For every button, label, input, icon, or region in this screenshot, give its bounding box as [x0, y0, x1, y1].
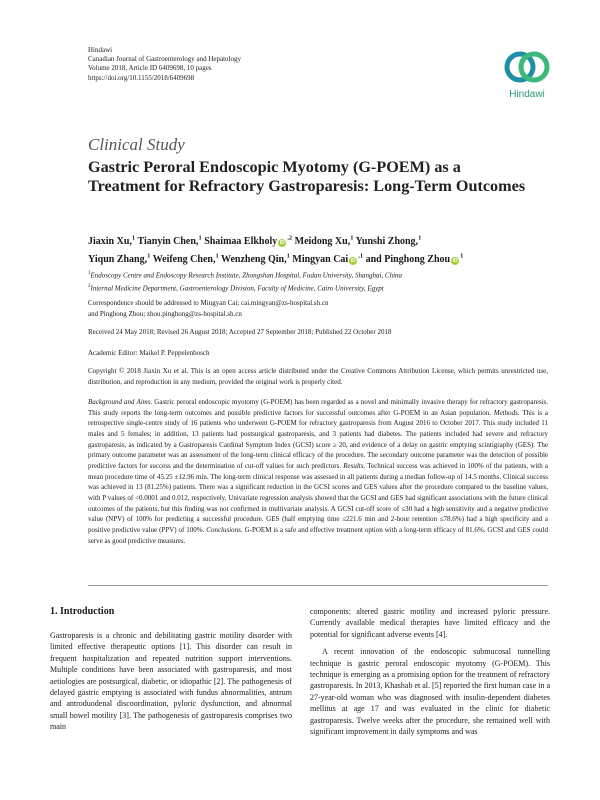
author-name: Jiaxin Xu,$^1$: [88, 235, 136, 248]
abstract-methods: This is a retrospective single-centre study of 16 patients who underwent G-POEM for refractory gastroparesis from August 2016 to October 2017. This study included 11 males and 5 females; in addition, 13 patients had postsurgical gastroparesis, and 3 patients had diabetes. The patients included had severe and refractory gastroparesis, as indicated by a Gastroparesis Cardinal Symptom Index (GCSI) score ≥ 20, and evidence of a delay on gastric emptying scintigraphy (GES). The primary outcome parameter was an assessment of the long-term clinical efficacy of the procedure. The secondary outcome parameter was the detection of possible predictive factors for success and the determination of cut-off values for such predictors.: [88, 408, 548, 470]
abstract-background-label: Background and Aims.: [88, 398, 153, 406]
author-name: and Pinghong Zhou $iD^1$: [365, 252, 464, 266]
author-name: Weifeng Chen,$^1$: [152, 252, 219, 266]
article-title: Gastric Peroral Endoscopic Myotomy (G-POEM) as a Treatment for Refractory Gastroparesis: Long-Term Outcomes: [88, 158, 526, 195]
author-name: Mingyan Cai $iD^{,1}$: [292, 252, 364, 266]
body-column-left: Gastroparesis is a chronic and debilitating gastric motility disorder with limited effective therapeutic options [1]. This disorder can result in frequent hospitalization and repeated nutrition support interventions. Multiple conditions have been associated with gastroparesis, and most aetiologies are postsurgical, diabetic, or idiopathic [2]. The pathogenesis of delayed gastric emptying is associated with fundus abnormalities, antrum and antroduodenal discoordination, pyloric dysfunction, and abnormal small bowel motility [3]. The pathogenesis of gastroparesis comprises two main: [50, 631, 292, 732]
affiliation-1: $^1$Endoscopy Centre and Endoscopy Research Institute, Zhongshan Hospital, Fudan University, Shanghai, China: [88, 271, 403, 280]
section-heading: 1. Introduction: [50, 606, 115, 617]
publisher-name: Hindawi: [88, 46, 113, 54]
volume-info: Volume 2018, Article ID 6409698, 10 pages: [88, 64, 212, 73]
logo-text: Hindawi: [509, 89, 545, 100]
doi-link[interactable]: https://doi.org/10.1155/2018/6409698: [88, 73, 195, 82]
correspondence-line-1: Correspondence should be addressed to Mingyan Cai; cai.mingyan@zs-hospital.sh.cn: [88, 299, 329, 307]
journal-header: [88, 46, 241, 83]
academic-editor: Academic Editor: Maikel P. Peppelenbosch: [88, 349, 210, 357]
abstract-conclusions-label: Conclusions.: [204, 525, 243, 534]
correspondence: [88, 298, 548, 320]
orcid-icon[interactable]: iD: [350, 258, 356, 265]
copyright-notice: Copyright © 2018 Jiaxin Xu et al. This is an open access article distributed under the Creative Commons Attribution License, which permits unrestricted use, distribution, and reproduction in any medium, provided the original work is properly cited.: [88, 367, 548, 386]
hindawi-logo-icon: [499, 46, 555, 88]
affiliation-2: $^2$Internal Medicine Department, Gastroenterology Division, Faculty of Medicine, Cairo University, Egypt: [88, 284, 384, 293]
author-name: Shaimaa Elkholy $iD^{,2}$: [204, 235, 293, 248]
author-name: Wenzheng Qin,$^1$: [221, 252, 290, 266]
article-type: Clinical Study: [88, 135, 185, 154]
author-name: Yunshi Zhong,$^1$: [355, 235, 422, 248]
abstract-background: Gastric peroral endoscopic myotomy (G-POEM) has been regarded as a novel and minimally invasive therapy for refractory gastroparesis. This study reports the long-term outcomes and possible predictive factors for successful outcomes after G-POEM in an Asian population.: [88, 398, 549, 417]
section-divider: [88, 585, 548, 586]
author-name: Tianyin Chen,$^1$: [137, 235, 202, 248]
author-name: Meidong Xu,$^1$: [294, 235, 354, 248]
body-column-right: [310, 606, 550, 737]
author-list: [88, 232, 548, 268]
affiliations: [88, 268, 548, 295]
abstract-methods-label: Methods.: [490, 408, 520, 417]
abstract-results: Technical success was achieved in 100% of the patients, with a mean procedure time of 45.25 ±12.96 min. The long-term clinical response was assessed in all patients during a median follow-up of 14.5 months. Clinical success was achieved in 13 (81.25%) patients. There was a significant reduction in the GCSI scores and GES values after the procedure compared to the baseline values, with P values of <0.0001 and 0.012, respectively. Univariate regression analysis showed that the GCSI and GES had significant associations with the future clinical outcomes of the patients, but this finding was not confirmed in multivariate analysis. A GCSI cut-off score of ≤30 had a high sensitivity and a negative predictive value (NPV) of 100% for predicting a successful procedure. GES (half emptying time ≤221.6 min and 2-hour retention ≤78.6%) had a high specificity and a positive predictive value (PPV) of 100%.: [88, 461, 548, 534]
abstract: [88, 397, 548, 546]
abstract-results-label: Results.: [341, 461, 366, 470]
abstract-conclusions: G-POEM is a safe and effective treatment option with a long-term efficacy of 81.6%. GCSI and GES could serve as good predictive measures.: [88, 525, 549, 545]
body-paragraph: A recent innovation of the endoscopic submucosal tunnelling technique is gastric peroral endoscopic myotomy (G-POEM). This technique is emerging as a promising option for the treatment of refractory gastroparesis. In 2013, Khashab et al. [5] reported the first human case in a 27-year-old woman who was diagnosed with insulin-dependent diabetes mellitus at age 17 and was evaluated in the clinic for diabetic gastroparesis. Twelve weeks after the procedure, she remained well with significant improvement in daily symptoms and was: [310, 647, 550, 737]
author-name: Yiqun Zhang,$^1$: [88, 252, 151, 266]
body-paragraph: components: altered gastric motility and increased pyloric pressure. Currently available medical therapies have limited efficacy and the potential for significant adverse events [4].: [310, 607, 550, 639]
orcid-icon[interactable]: iD: [279, 240, 285, 247]
publication-dates: Received 24 May 2018; Revised 26 August 2018; Accepted 27 September 2018; Published 22 October 2018: [88, 328, 392, 336]
journal-name: Canadian Journal of Gastroenterology and Hepatology: [88, 55, 241, 64]
hindawi-logo: [499, 46, 555, 106]
correspondence-line-2: and Pinghong Zhou; zhou.pinghong@zs-hospital.sh.cn: [88, 310, 242, 318]
orcid-icon[interactable]: iD: [452, 258, 458, 265]
